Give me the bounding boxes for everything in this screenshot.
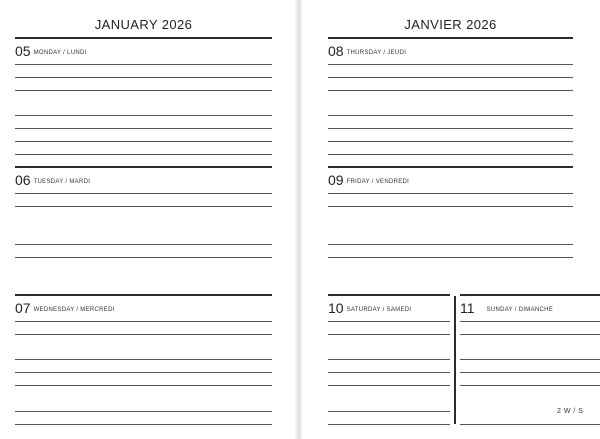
day-number: 05 xyxy=(15,43,31,59)
day-header xyxy=(328,300,411,318)
day-saturday xyxy=(328,294,450,426)
writing-line[interactable] xyxy=(328,206,573,207)
left-page xyxy=(0,0,296,439)
day-name: SATURDAY / SAMEDI xyxy=(346,307,412,313)
writing-line[interactable] xyxy=(328,411,450,412)
writing-line[interactable] xyxy=(15,90,272,91)
writing-line[interactable] xyxy=(15,424,272,425)
writing-line[interactable] xyxy=(328,193,573,194)
day-friday xyxy=(328,166,573,296)
day-monday xyxy=(15,37,272,167)
writing-line[interactable] xyxy=(15,411,272,412)
day-number: 11 xyxy=(460,300,475,316)
day-header xyxy=(15,43,87,61)
writing-line[interactable] xyxy=(328,90,573,91)
writing-line[interactable] xyxy=(15,128,272,129)
writing-line[interactable] xyxy=(15,193,272,194)
writing-line[interactable] xyxy=(328,359,450,360)
month-title-english: JANUARY 2026 xyxy=(94,17,193,32)
day-header xyxy=(15,300,115,318)
writing-line[interactable] xyxy=(328,141,573,142)
writing-line[interactable] xyxy=(15,141,272,142)
writing-line[interactable] xyxy=(15,321,272,322)
writing-line[interactable] xyxy=(328,321,450,322)
day-header xyxy=(328,43,406,61)
writing-line[interactable] xyxy=(460,321,600,322)
writing-line[interactable] xyxy=(460,334,600,335)
writing-line[interactable] xyxy=(15,64,272,65)
day-number: 07 xyxy=(15,300,31,316)
day-number: 10 xyxy=(328,300,344,316)
writing-line[interactable] xyxy=(328,385,450,386)
writing-line[interactable] xyxy=(328,257,573,258)
writing-line[interactable] xyxy=(460,385,600,386)
writing-line[interactable] xyxy=(15,206,272,207)
day-number: 08 xyxy=(328,43,344,59)
day-header xyxy=(15,172,90,190)
day-name: FRIDAY / VENDREDI xyxy=(346,179,410,185)
day-number: 06 xyxy=(15,172,31,188)
writing-line[interactable] xyxy=(460,372,600,373)
writing-line[interactable] xyxy=(15,359,272,360)
writing-line[interactable] xyxy=(15,244,272,245)
writing-line[interactable] xyxy=(15,115,272,116)
writing-line[interactable] xyxy=(15,77,272,78)
day-tuesday xyxy=(15,166,272,296)
writing-line[interactable] xyxy=(328,334,450,335)
day-header xyxy=(328,172,409,190)
weekend-divider xyxy=(454,296,456,424)
day-thursday xyxy=(328,37,573,167)
week-number: 2 W / S xyxy=(557,408,584,415)
day-header xyxy=(460,300,553,318)
writing-line[interactable] xyxy=(328,372,450,373)
month-title-french: JANVIER 2026 xyxy=(404,17,497,32)
writing-line[interactable] xyxy=(328,154,573,155)
writing-line[interactable] xyxy=(328,64,573,65)
day-sunday xyxy=(460,294,600,426)
writing-line[interactable] xyxy=(328,115,573,116)
writing-line[interactable] xyxy=(15,385,272,386)
writing-line[interactable] xyxy=(328,424,450,425)
writing-line[interactable] xyxy=(328,244,573,245)
day-number: 09 xyxy=(328,172,344,188)
writing-line[interactable] xyxy=(15,257,272,258)
day-name: WEDNESDAY / MERCREDI xyxy=(33,307,115,313)
writing-line[interactable] xyxy=(15,334,272,335)
writing-line[interactable] xyxy=(328,128,573,129)
day-name: SUNDAY / DIMANCHE xyxy=(486,307,554,313)
day-name: THURSDAY / JEUDI xyxy=(346,50,407,56)
writing-line[interactable] xyxy=(15,154,272,155)
day-wednesday xyxy=(15,294,272,426)
day-name: MONDAY / LUNDI xyxy=(33,50,87,56)
writing-line[interactable] xyxy=(460,424,600,425)
writing-line[interactable] xyxy=(15,372,272,373)
writing-line[interactable] xyxy=(328,77,573,78)
writing-line[interactable] xyxy=(460,359,600,360)
day-name: TUESDAY / MARDI xyxy=(33,179,91,185)
